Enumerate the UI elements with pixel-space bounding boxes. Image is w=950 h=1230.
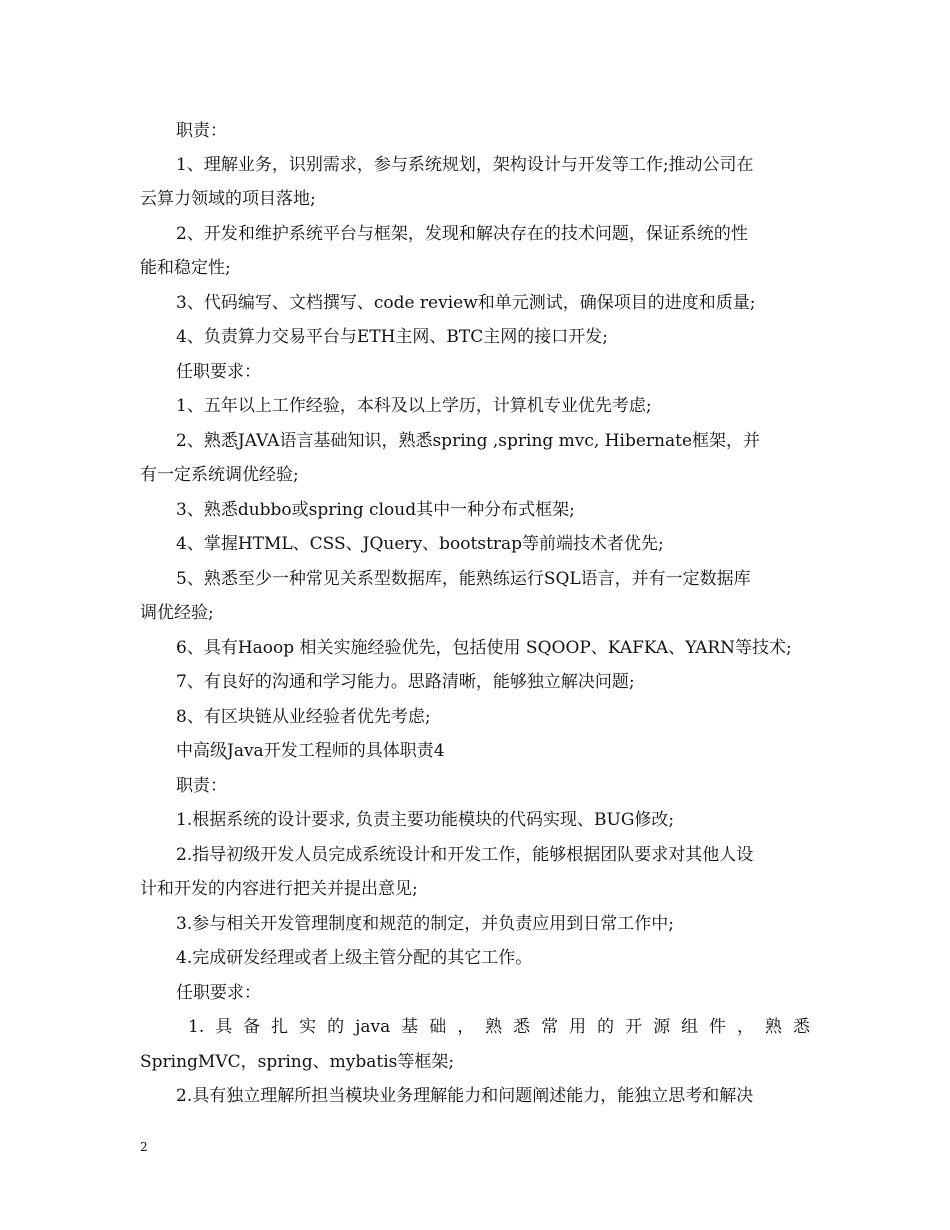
text-line: 4.完成研发经理或者上级主管分配的其它工作。 (176, 948, 533, 968)
text-line: 7、有良好的沟通和学习能力。思路清晰，能够独立解决问题; (176, 672, 635, 692)
text-line: 4、掌握HTML、CSS、JQuery、bootstrap等前端技术者优先; (176, 534, 664, 554)
text-line: 5、熟悉至少一种常见关系型数据库，能熟练运行SQL语言，并有一定数据库 (176, 569, 751, 589)
text-line: 2、熟悉JAVA语言基础知识，熟悉spring ,spring mvc, Hibernate框架，并 (176, 431, 761, 451)
text-line: 2、开发和维护系统平台与框架，发现和解决存在的技术问题，保证系统的性 (176, 224, 748, 244)
text-line: 3、熟悉dubbo或spring cloud其中一种分布式框架; (176, 500, 575, 520)
page-number: 2 (140, 1140, 148, 1154)
text-line: 1.具备扎实的java基础，熟悉常用的开源组件，熟悉 (188, 1017, 810, 1037)
text-line: 1、五年以上工作经验，本科及以上学历，计算机专业优先考虑; (176, 396, 652, 416)
text-line: 云算力领域的项目落地; (140, 189, 316, 209)
text-line: 1.根据系统的设计要求, 负责主要功能模块的代码实现、BUG修改; (176, 810, 675, 830)
text-line: 2.具有独立理解所担当模块业务理解能力和问题阐述能力，能独立思考和解决 (176, 1086, 754, 1106)
text-line: 有一定系统调优经验; (140, 465, 299, 485)
text-line: 调优经验; (140, 603, 214, 623)
section-title: 中高级Java开发工程师的具体职责4 (176, 741, 445, 761)
text-line: 4、负责算力交易平台与ETH主网、BTC主网的接口开发; (176, 327, 608, 347)
section-heading: 任职要求： (176, 983, 261, 1003)
text-line: 6、具有Haoop 相关实施经验优先，包括使用 SQOOP、KAFKA、YARN等技术; (176, 638, 792, 658)
section-heading: 任职要求： (176, 362, 261, 382)
text-line: 2.指导初级开发人员完成系统设计和开发工作，能够根据团队要求对其他人设 (176, 845, 754, 865)
text-line: 3、代码编写、文档撰写、code review和单元测试，确保项目的进度和质量; (176, 293, 756, 313)
text-line: 8、有区块链从业经验者优先考虑; (176, 707, 431, 727)
section-heading: 职责： (176, 121, 227, 141)
text-line: SpringMVC，spring、mybatis等框架; (140, 1052, 455, 1072)
text-line: 3.参与相关开发管理制度和规范的制定，并负责应用到日常工作中; (176, 914, 674, 934)
section-heading: 职责： (176, 776, 227, 796)
text-line: 能和稳定性; (140, 258, 231, 278)
text-line: 计和开发的内容进行把关并提出意见; (140, 879, 418, 899)
text-line: 1、理解业务，识别需求，参与系统规划，架构设计与开发等工作;推动公司在 (176, 155, 754, 175)
